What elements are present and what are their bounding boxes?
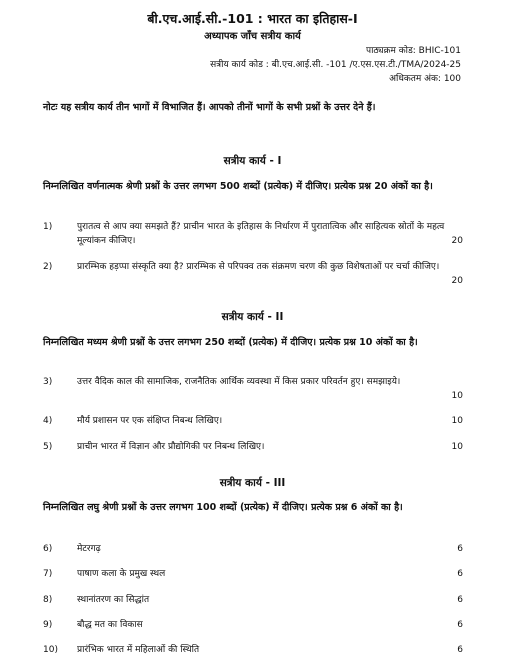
question-marks: 20 [451,236,463,246]
document-subtitle: अध्यापक जाँच सत्रीय कार्य [204,31,301,42]
assignment-code: सत्रीय कार्य कोड : बी.एच.आई.सी. -101 /ए.एस.एस.टी./TMA/2024-25 [210,60,461,70]
question-marks: 6 [457,595,463,605]
question-text: प्रारम्भिक हड़प्पा संस्कृति क्या है? प्रारम्भिक से परिपक्व तक संक्रमण चरण की कुछ विशेषताओं पर चर्चा कीजिए। [77,262,440,272]
section-heading: सत्रीय कार्य - I [223,155,282,167]
section-instruction: निम्नलिखित मध्यम श्रेणी प्रश्नों के उत्तर लगभग 250 शब्दों (प्रत्येक) में दीजिए। प्रत्येक प्रश्न 10 अंकों का है। [43,337,418,348]
question-text: स्थानांतरण का सिद्धांत [77,595,150,605]
question-item [43,375,463,403]
question-item [43,567,463,581]
question-marks: 6 [457,569,463,579]
question-item [43,440,463,454]
question-marks: 10 [451,391,463,401]
note-text: नोटः यह सत्रीय कार्य तीन भागों में विभाजित हैं। आपको तीनों भागों के सभी प्रश्नों के उत्तर देने हैं। [43,102,376,113]
question-number: 6) [43,544,53,554]
max-marks: अधिकतम अंक: 100 [389,74,461,84]
question-item [43,593,463,607]
section-instruction: निम्नलिखित लघु श्रेणी प्रश्नों के उत्तर लगभग 100 शब्दों (प्रत्येक) में दीजिए। प्रत्येक प्रश्न 6 अंकों का है। [43,502,403,513]
question-text: पाषाण कला के प्रमुख स्थल [77,569,166,579]
question-marks: 10 [451,416,463,426]
question-number: 1) [43,222,53,232]
section-heading: सत्रीय कार्य - II [221,311,284,323]
question-item [43,414,463,428]
question-text: मेटरगढ़ [77,544,101,554]
question-text: उत्तर वैदिक काल की सामाजिक, राजनैतिक आर्थिक व्यवस्था में किस प्रकार परिवर्तन हुए। समझाइये। [77,377,401,387]
question-item [43,220,463,248]
question-text: बौद्ध मत का विकास [77,620,143,630]
question-number: 7) [43,569,53,579]
question-item [43,643,463,657]
question-text: प्राचीन भारत में विज्ञान और प्रौद्योगिकी पर निबन्ध लिखिए। [77,442,265,452]
question-marks: 10 [451,442,463,452]
question-text: प्रारंभिक भारत में महिलाओं की स्थिति [77,645,200,655]
question-marks: 6 [457,645,463,655]
question-item [43,542,463,556]
question-text: पुरातत्व से आप क्या समझते हैं? प्राचीन भारत के इतिहास के निर्धारण में पुरातात्विक और साहित्यक स्रोतों के महत्व मूल्यांकन कीजिए। [77,222,445,246]
section-instruction: निम्नलिखित वर्णनात्मक श्रेणी प्रश्नों के उत्तर लगभग 500 शब्दों (प्रत्येक) में दीजिए। प्रत्येक प्रश्न 20 अंकों का है। [43,181,433,192]
document-title: बी.एच.आई.सी.-101 : भारत का इतिहास-I [147,11,358,26]
question-number: 8) [43,595,53,605]
question-item [43,260,463,288]
question-number: 9) [43,620,53,630]
question-number: 5) [43,442,53,452]
question-number: 10) [43,645,58,655]
question-number: 3) [43,377,53,387]
question-marks: 20 [451,276,463,286]
question-number: 2) [43,262,53,272]
course-code: पाठ्यक्रम कोड: BHIC-101 [365,46,461,56]
question-text: मौर्य प्रशासन पर एक संक्षिप्त निबन्ध लिखिए। [77,416,223,426]
question-marks: 6 [457,544,463,554]
question-number: 4) [43,416,53,426]
question-marks: 6 [457,620,463,630]
section-heading: सत्रीय कार्य - III [219,477,286,489]
question-item [43,618,463,632]
